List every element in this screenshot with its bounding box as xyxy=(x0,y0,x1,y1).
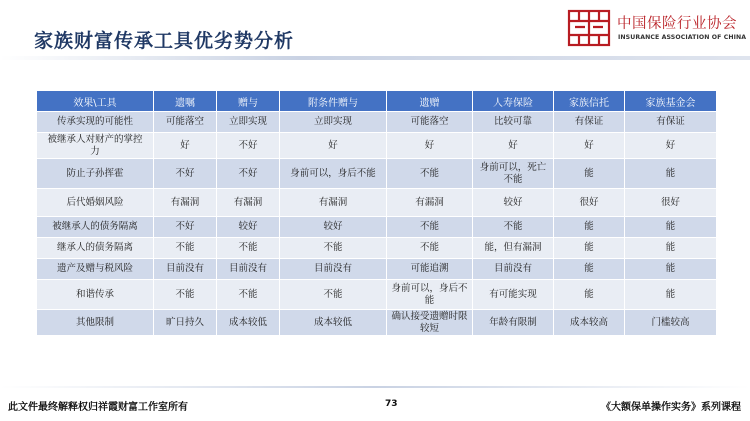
table-cell: 可能落空 xyxy=(387,112,473,133)
table-header-cell: 家族信托 xyxy=(554,91,625,112)
table-cell: 身前可以，身后不能 xyxy=(280,159,387,189)
slide-title: 家族财富传承工具优劣势分析 xyxy=(34,30,295,52)
table-cell: 好 xyxy=(625,133,717,159)
table-cell: 可能落空 xyxy=(154,112,217,133)
table-header-cell: 效果\工具 xyxy=(37,91,154,112)
table-cell: 能 xyxy=(554,217,625,238)
course-series-name: 《大额保单操作实务》系列课程 xyxy=(601,402,741,413)
page-number: 73 xyxy=(385,399,398,409)
logo-name-cn: 中国保险行业协会 xyxy=(617,16,737,32)
table-cell: 目前没有 xyxy=(280,259,387,280)
table-cell: 有漏洞 xyxy=(387,189,473,217)
table-cell: 能 xyxy=(554,259,625,280)
table-row xyxy=(37,189,717,217)
table-header-cell: 人寿保险 xyxy=(473,91,554,112)
row-label-cell: 防止子孙挥霍 xyxy=(37,159,154,189)
table-cell: 好 xyxy=(154,133,217,159)
row-label-cell: 被继承人对财产的掌控力 xyxy=(37,133,154,159)
table-cell: 能 xyxy=(554,280,625,310)
row-label-cell: 和谐传承 xyxy=(37,280,154,310)
table-header-cell: 附条件赠与 xyxy=(280,91,387,112)
copyright-notice: 此文件最终解释权归祥霞财富工作室所有 xyxy=(8,402,188,413)
comparison-table xyxy=(36,90,717,336)
table-header-row xyxy=(37,91,717,112)
comparison-table-container xyxy=(36,90,716,336)
table-cell: 不能 xyxy=(280,238,387,259)
table-cell: 不好 xyxy=(217,159,280,189)
table-cell: 好 xyxy=(280,133,387,159)
table-cell: 能 xyxy=(554,238,625,259)
table-cell: 可能追溯 xyxy=(387,259,473,280)
table-cell: 很好 xyxy=(625,189,717,217)
table-cell: 成本较低 xyxy=(217,310,280,336)
table-cell: 能 xyxy=(625,217,717,238)
table-cell: 能 xyxy=(625,238,717,259)
table-cell: 能 xyxy=(554,159,625,189)
table-cell: 较好 xyxy=(473,189,554,217)
row-label-cell: 遗产及赠与税风险 xyxy=(37,259,154,280)
table-cell: 立即实现 xyxy=(280,112,387,133)
table-row xyxy=(37,280,717,310)
table-row xyxy=(37,310,717,336)
table-header-cell: 赠与 xyxy=(217,91,280,112)
table-cell: 有漏洞 xyxy=(217,189,280,217)
table-cell: 不能 xyxy=(387,238,473,259)
table-cell: 门槛较高 xyxy=(625,310,717,336)
table-row xyxy=(37,238,717,259)
table-cell: 身前可以，身后不能 xyxy=(387,280,473,310)
table-cell: 比较可靠 xyxy=(473,112,554,133)
row-label-cell: 继承人的债务隔离 xyxy=(37,238,154,259)
table-cell: 有保证 xyxy=(625,112,717,133)
table-cell: 能，但有漏洞 xyxy=(473,238,554,259)
table-row xyxy=(37,112,717,133)
table-cell: 目前没有 xyxy=(154,259,217,280)
table-cell: 身前可以，死亡不能 xyxy=(473,159,554,189)
table-cell: 有保证 xyxy=(554,112,625,133)
table-cell: 好 xyxy=(554,133,625,159)
table-cell: 有漏洞 xyxy=(154,189,217,217)
table-cell: 有漏洞 xyxy=(280,189,387,217)
row-label-cell: 传承实现的可能性 xyxy=(37,112,154,133)
table-cell: 成本较低 xyxy=(280,310,387,336)
table-cell: 立即实现 xyxy=(217,112,280,133)
table-cell: 年龄有限制 xyxy=(473,310,554,336)
table-cell: 好 xyxy=(387,133,473,159)
table-cell: 不好 xyxy=(154,217,217,238)
table-row xyxy=(37,259,717,280)
title-divider xyxy=(0,56,750,60)
table-cell: 好 xyxy=(473,133,554,159)
footer-divider xyxy=(0,386,750,388)
table-cell: 成本较高 xyxy=(554,310,625,336)
table-header-cell: 家族基金会 xyxy=(625,91,717,112)
row-label-cell: 被继承人的债务隔离 xyxy=(37,217,154,238)
table-cell: 能 xyxy=(625,159,717,189)
table-cell: 旷日持久 xyxy=(154,310,217,336)
table-header-cell: 遗嘱 xyxy=(154,91,217,112)
row-label-cell: 后代婚姻风险 xyxy=(37,189,154,217)
logo-name-en: INSURANCE ASSOCIATION OF CHINA xyxy=(618,34,747,41)
table-cell: 能 xyxy=(625,259,717,280)
table-cell: 不能 xyxy=(387,159,473,189)
table-cell: 不能 xyxy=(217,280,280,310)
table-cell: 确认接受遗赠时限较短 xyxy=(387,310,473,336)
table-cell: 能 xyxy=(625,280,717,310)
table-cell: 目前没有 xyxy=(217,259,280,280)
association-emblem-icon xyxy=(567,9,611,47)
table-cell: 不能 xyxy=(473,217,554,238)
table-cell: 很好 xyxy=(554,189,625,217)
table-cell: 不能 xyxy=(154,280,217,310)
table-cell: 目前没有 xyxy=(473,259,554,280)
table-row xyxy=(37,217,717,238)
table-cell: 不好 xyxy=(217,133,280,159)
table-header-cell: 遗赠 xyxy=(387,91,473,112)
table-cell: 不能 xyxy=(154,238,217,259)
table-row xyxy=(37,133,717,159)
table-cell: 不能 xyxy=(217,238,280,259)
table-cell: 较好 xyxy=(280,217,387,238)
row-label-cell: 其他限制 xyxy=(37,310,154,336)
table-row xyxy=(37,159,717,189)
table-cell: 较好 xyxy=(217,217,280,238)
table-cell: 有可能实现 xyxy=(473,280,554,310)
table-cell: 不好 xyxy=(154,159,217,189)
table-cell: 不能 xyxy=(387,217,473,238)
logo xyxy=(567,9,747,51)
table-cell: 不能 xyxy=(280,280,387,310)
